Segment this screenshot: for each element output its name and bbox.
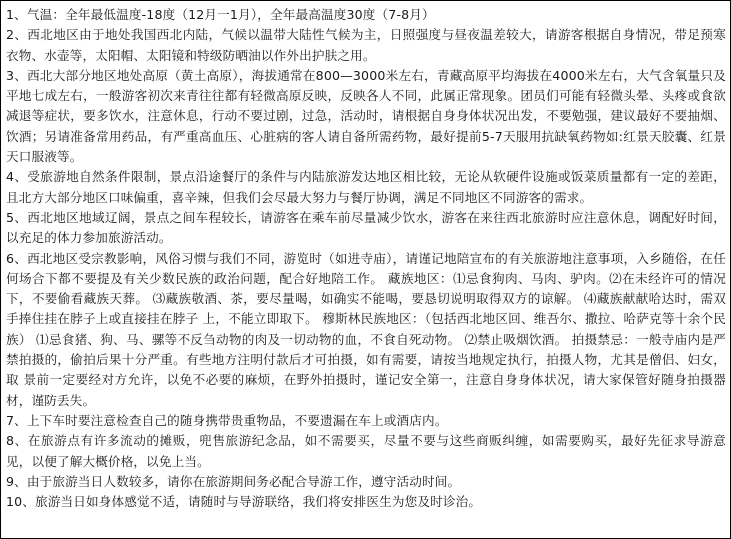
note-9-schedule: 9、由于旅游当日人数较多，请你在旅游期间务必配合导游工作，遵守活动时间。	[6, 473, 461, 489]
note-7-belongings: 7、上下车时要注意检查自己的随身携带贵重物品，不要遗漏在车上或酒店内。	[6, 412, 448, 428]
note-3-altitude: 3、西北大部分地区地处高原（黄土高原），海拔通常在800—3000米左右，青藏高原平均海拔在4000米左右，大气含氧量只及平地七成左右，一般游客初次来青往往都有轻微高原反映，反映各人不同，此属正常现象。团员们可能有轻微头晕、头疼或食欲减退等症状，要多饮水，注意休息，行动不要过剧，过急，活动时，请根据自身身体状况出发，不要勉强，建议最好不要抽烟、饮酒；另请准备常用药品，有严重高血压、心脏病的客人请自备所需药物，最好提前5-7天服用抗缺氧药物如:红景天胶囊、红景天口服液等。	[6, 67, 726, 165]
note-5-travel-distance: 5、西北地区地域辽阔，景点之间车程较长，请游客在乘车前尽量减少饮水，游客在来往西北旅游时应注意休息，调配好时间，以充足的体力参加旅游活动。	[6, 209, 726, 246]
note-1-temperature: 1、气温：全年最低温度-18度（12月一1月），全年最高温度30度（7-8月）	[6, 7, 435, 22]
note-2-climate: 2、西北地区由于地处我国西北内陆，气候以温带大陆性气候为主，日照强度与昼夜温差较大，请游客根据自身情况，带足预寒衣物、水壶等，太阳帽、太阳镜和特级防晒油以作外出护肤之用。	[6, 27, 726, 63]
note-8-vendors: 8、在旅游点有许多流动的摊贩，兜售旅游纪念品，如不需要买，尽量不要与这些商贩纠缠，如需要购买，最好先征求导游意见，以便了解大概价格，以免上当。	[6, 433, 726, 469]
note-10-health: 10、旅游当日如身体感觉不适，请随时与导游联络，我们将安排医生为您及时诊治。	[6, 494, 482, 510]
note-6-customs: 6、西北地区受宗教影响，风俗习惯与我们不同，游览时（如进寺庙），请谨记地陪宣布的有关旅游地注意事项，入乡随俗，在任何场合下都不要提及有关少数民族的政治问题，配合好地陪工作。 藏族地区：⑴忌食狗肉、马肉、驴肉。⑵在未经许可的情况下，不要偷看藏族天葬。 ⑶藏族敬酒、茶，要尽量喝，如确实不能喝，要恳切说明取得双方的谅解。 ⑷藏族献献哈达时，需双手捧住挂在脖子上或直接挂在脖子 上，不能立即取下。 穆斯林民族地区：（包括西北地区回、维吾尔、撒拉、哈萨克等十余个民族） ⑴忌食猪、狗、马、骡等不反刍动物的肉及一切动物的血，不食自死动物。 ⑵禁止吸烟饮酒。 拍摄禁忌：一般寺庙内是严禁拍摄的，偷拍后果十分严重。有些地方注明付款后才可拍摄，如有需要，请按当地规定执行，拍摄人物，尤其是僧侣、妇女，取 景前一定要经对方允许，以免不必要的麻烦，在野外拍摄时，谨记安全第一，注意自身身体状况，请大家保管好随身拍摄器材，谨防丢失。	[6, 250, 726, 408]
travel-notes-list	[6, 5, 726, 512]
note-4-food: 4、受旅游地自然条件限制，景点沿途餐厅的条件与内陆旅游发达地区相比较，无论从软硬件设施或饭菜质量都有一定的差距，且北方大部分地区口味偏重，喜辛辣，但我们会尽最大努力与餐厅协调，满足不同地区不同游客的需求。	[6, 169, 726, 205]
